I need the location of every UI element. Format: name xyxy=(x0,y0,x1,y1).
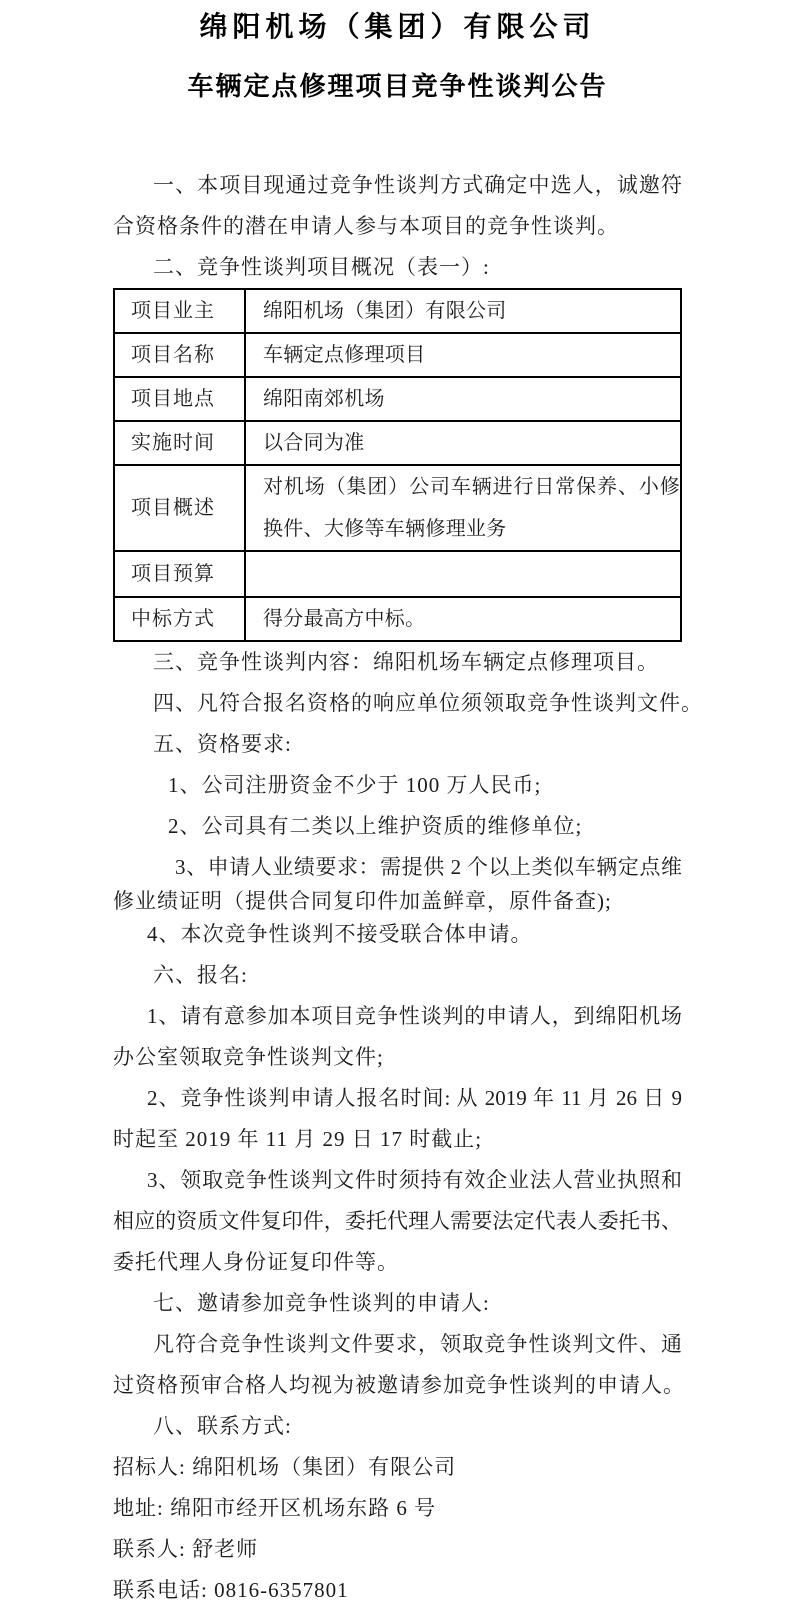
section-5-heading: 五、资格要求: xyxy=(153,732,292,756)
section-6-item-3-line-2: 相应的资质文件复印件，委托代理人需要法定代表人委托书、 xyxy=(113,1209,682,1233)
table-label: 中标方式 xyxy=(114,597,245,641)
section-6-item-3-line-1: 3、领取竞争性谈判文件时须持有效企业法人营业执照和 xyxy=(147,1168,682,1192)
section-6-item-1-line-2: 办公室领取竞争性谈判文件; xyxy=(113,1045,384,1069)
contact-phone: 联系电话: 0816-6357801 xyxy=(113,1578,349,1602)
table-label: 项目名称 xyxy=(114,333,245,377)
section-1-line-1: 一、本项目现通过竞争性谈判方式确定中选人，诚邀符 xyxy=(153,173,682,197)
table-value: 车辆定点修理项目 xyxy=(245,333,681,377)
subtitle-project-name: 车辆定点修理项目 xyxy=(187,72,412,101)
section-5-item-4: 4、本次竞争性谈判不接受联合体申请。 xyxy=(147,922,533,946)
table-label: 项目预算 xyxy=(114,551,245,597)
section-6-heading: 六、报名: xyxy=(153,963,248,987)
section-7-line-2: 过资格预审合格人均视为被邀请参加竞争性谈判的申请人。 xyxy=(113,1373,685,1397)
section-5-item-3-line-2: 修业绩证明（提供合同复印件加盖鲜章，原件备查); xyxy=(113,889,612,913)
table-label: 项目概述 xyxy=(114,465,245,551)
section-6-item-1-line-1: 1、请有意参加本项目竞争性谈判的申请人，到绵阳机场 xyxy=(147,1004,682,1028)
table-value xyxy=(245,551,681,597)
section-3-heading: 三、竞争性谈判内容：绵阳机场车辆定点修理项目。 xyxy=(153,650,659,674)
section-5-item-1: 1、公司注册资金不少于 100 万人民币; xyxy=(168,773,542,797)
section-7-heading: 七、邀请参加竞争性谈判的申请人: xyxy=(153,1291,490,1315)
section-6-item-2-line-2: 时起至 2019 年 11 月 29 日 17 时截止; xyxy=(113,1127,483,1151)
table-row-project-location xyxy=(114,377,681,421)
table-row-project-budget xyxy=(114,551,681,597)
section-6-item-2-line-1: 2、竞争性谈判申请人报名时间: 从 2019 年 11 月 26 日 9 xyxy=(147,1086,682,1110)
table-value: 绵阳机场（集团）有限公司 xyxy=(245,289,681,333)
table-row-project-name xyxy=(114,333,681,377)
table-value: 对机场（集团）公司车辆进行日常保养、小修换件、大修等车辆修理业务 xyxy=(245,465,681,551)
section-8-heading: 八、联系方式: xyxy=(153,1414,292,1438)
contact-bidder: 招标人: 绵阳机场（集团）有限公司 xyxy=(113,1455,457,1479)
table-row-project-overview xyxy=(114,465,681,551)
project-overview-table xyxy=(113,288,682,642)
section-5-item-2: 2、公司具有二类以上维护资质的维修单位; xyxy=(168,814,583,838)
table-label: 项目业主 xyxy=(114,289,245,333)
table-row-award-method xyxy=(114,597,681,641)
table-value: 绵阳南郊机场 xyxy=(245,377,681,421)
table-label: 实施时间 xyxy=(114,421,245,465)
section-2-heading: 二、竞争性谈判项目概况（表一）: xyxy=(153,255,490,279)
contact-person: 联系人: 舒老师 xyxy=(113,1537,259,1561)
table-label: 项目地点 xyxy=(114,377,245,421)
document-title: 绵阳机场（集团）有限公司 xyxy=(199,12,596,43)
table-row-project-owner xyxy=(114,289,681,333)
section-7-line-1: 凡符合竞争性谈判文件要求，领取竞争性谈判文件、通 xyxy=(153,1332,682,1356)
table-row-implementation-time xyxy=(114,421,681,465)
table-value: 以合同为准 xyxy=(245,421,681,465)
section-6-item-3-line-3: 委托代理人身份证复印件等。 xyxy=(113,1250,399,1274)
document-subtitle xyxy=(113,66,682,107)
section-5-item-3-line-1: 3、申请人业绩要求：需提供 2 个以上类似车辆定点维 xyxy=(175,855,682,879)
contact-address: 地址: 绵阳市经开区机场东路 6 号 xyxy=(113,1496,437,1520)
table-value: 得分最高方中标。 xyxy=(245,597,681,641)
subtitle-announcement-type: 竞争性谈判公告 xyxy=(411,71,608,101)
section-1-line-2: 合资格条件的潜在申请人参与本项目的竞争性谈判。 xyxy=(113,214,619,238)
section-4-heading: 四、凡符合报名资格的响应单位须领取竞争性谈判文件。 xyxy=(153,691,703,715)
